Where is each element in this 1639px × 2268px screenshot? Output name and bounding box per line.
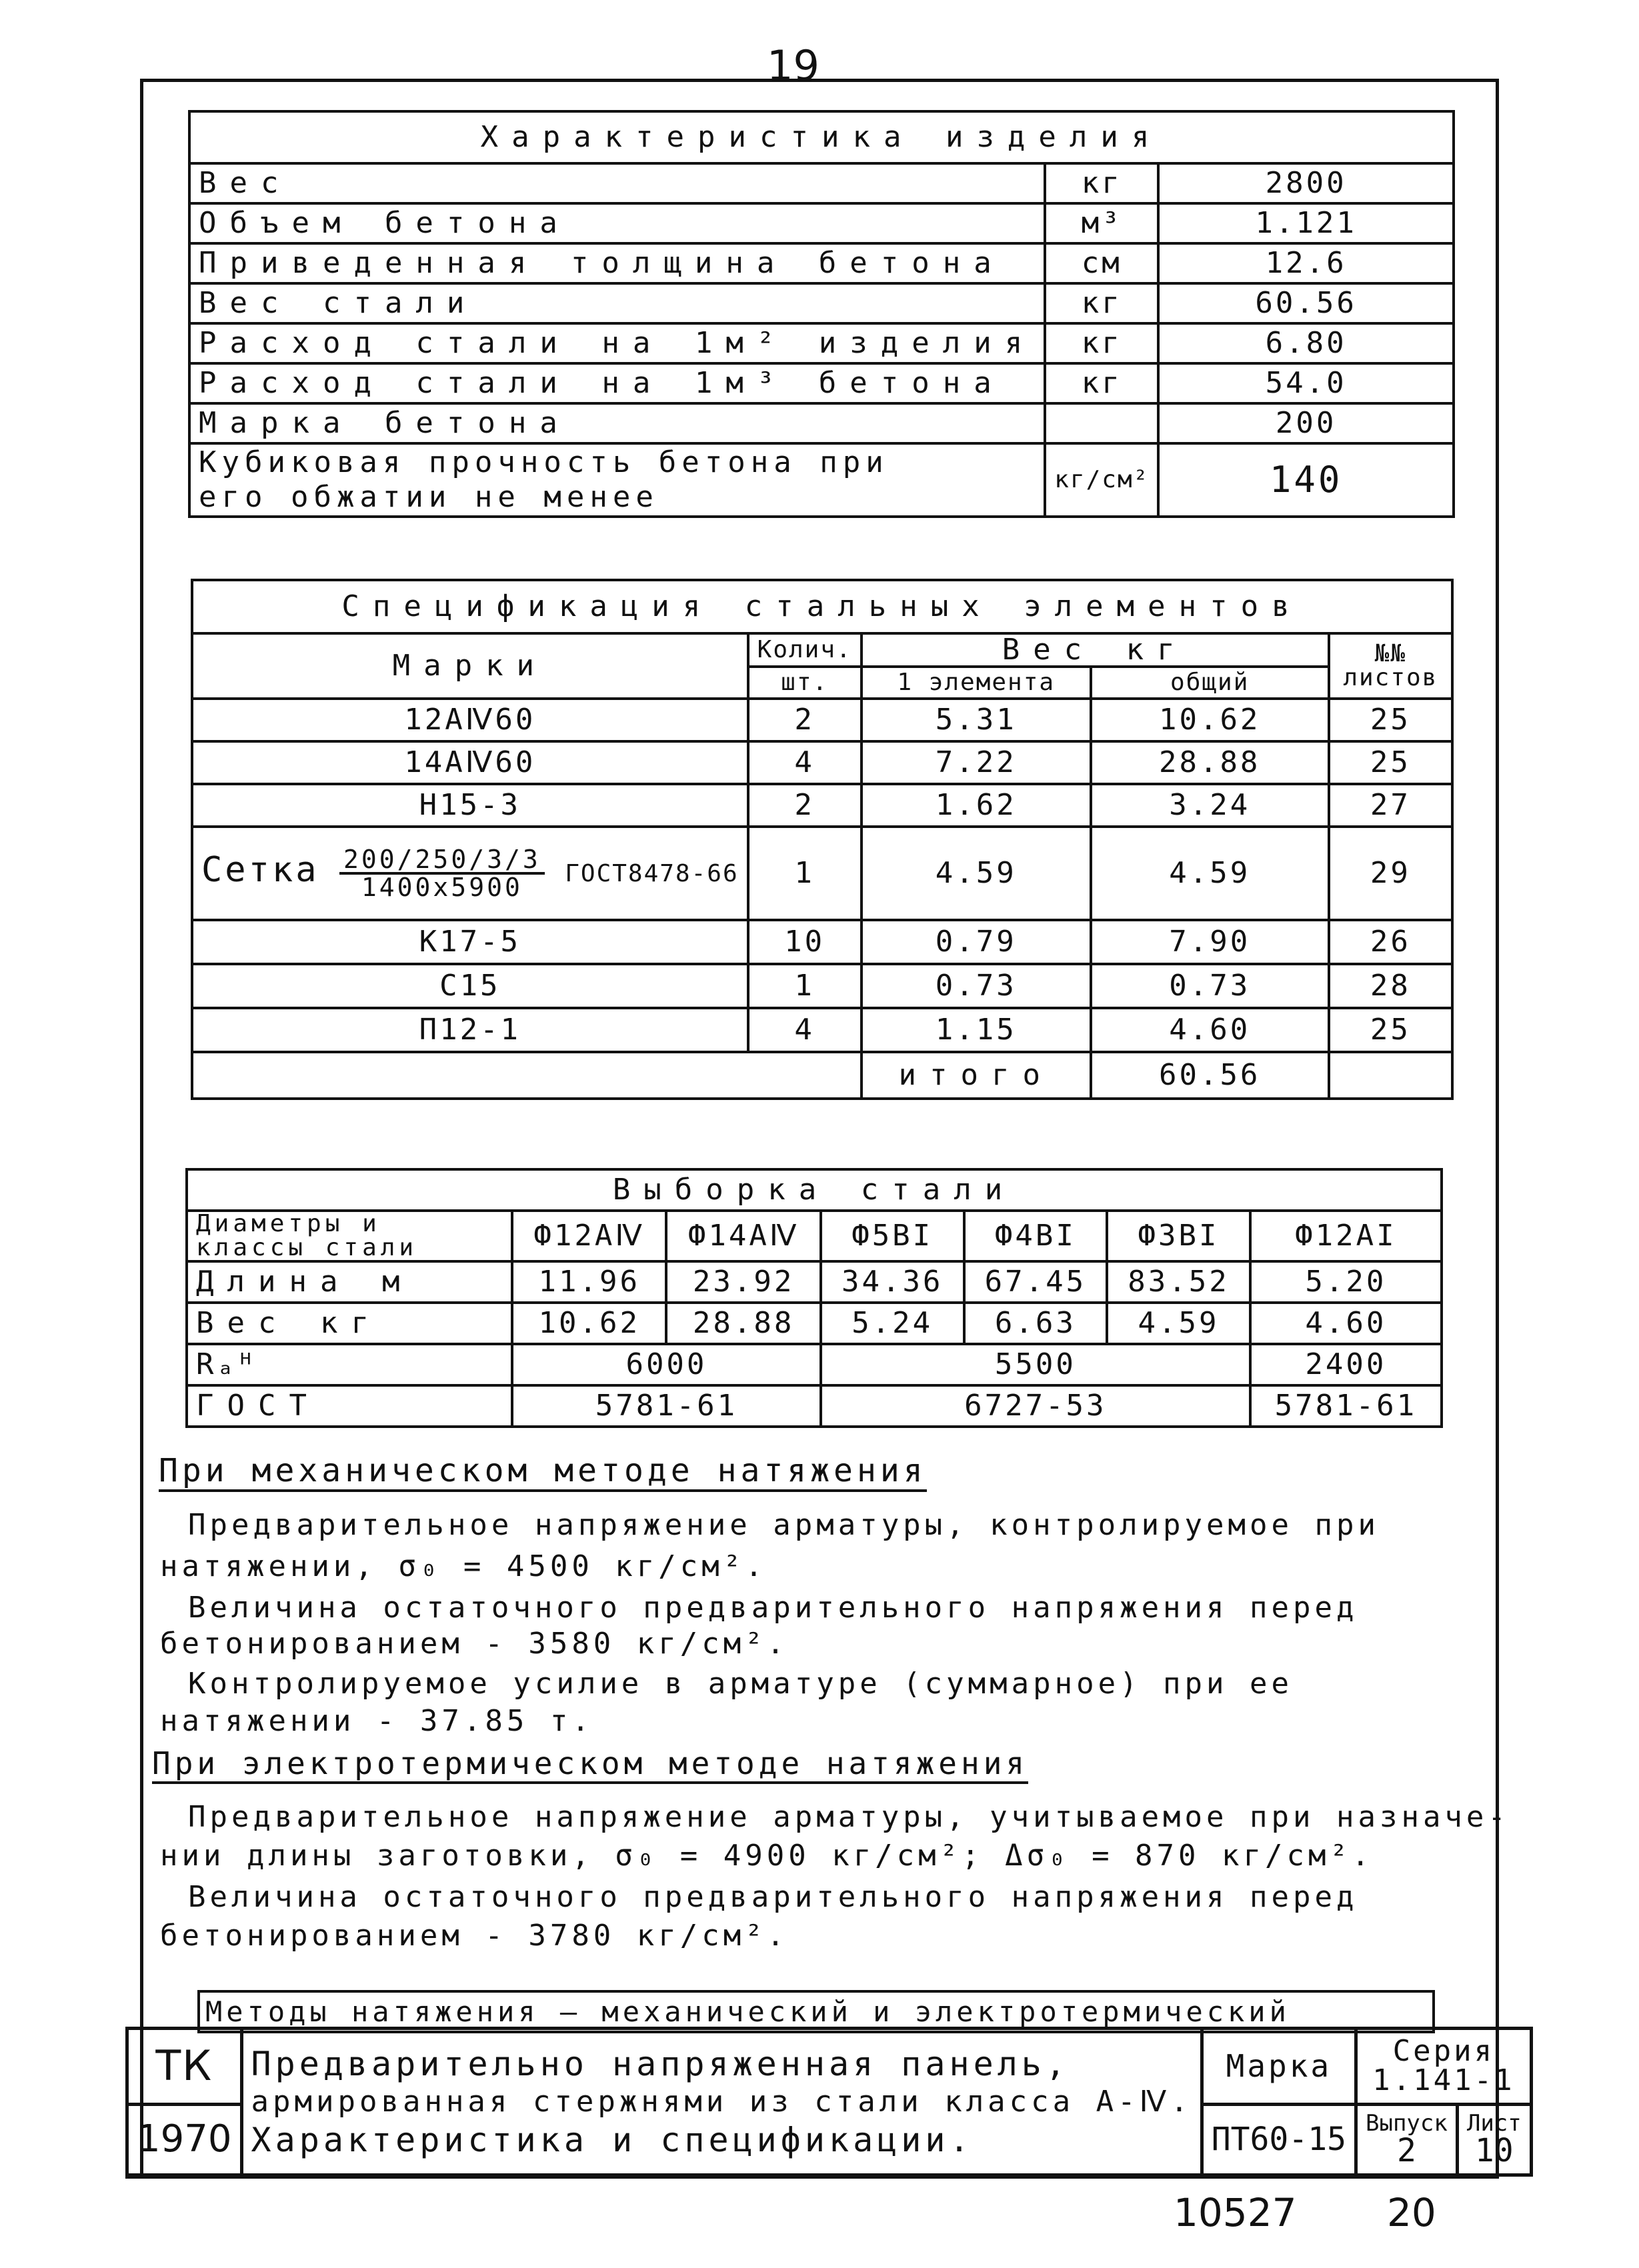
specification-title: Спецификация стальных элементов — [192, 580, 1452, 633]
org-code: ТК — [127, 2029, 242, 2105]
table-row: Вес кг 10.62 28.88 5.24 6.63 4.59 4.60 — [187, 1303, 1442, 1344]
sheet-cell: Лист 10 — [1457, 2104, 1531, 2175]
page-number: 19 — [767, 41, 820, 90]
table-row: Сетка $\frac{200/250/3/3}{1400x5900}$ ГОСТ8478-66 1 4.59 4.59 29 — [192, 827, 1452, 920]
table-row: 12AⅣ60 2 5.31 10.62 25 — [192, 699, 1452, 741]
total-label: итого — [862, 1052, 1091, 1099]
electro-heading: При электротермическом методе натяжения — [152, 1745, 1028, 1784]
characteristics-title: Характеристика изделия — [189, 111, 1454, 163]
archive-number: 10527 — [1174, 2190, 1297, 2235]
table-row: ГОСТ 5781-61 6727-53 5781-61 — [187, 1385, 1442, 1427]
footer-page-number: 20 — [1387, 2190, 1436, 2235]
methods-note: Методы натяжения — механический и электротермический — [197, 1990, 1435, 2033]
table-row: Rₐᴴ 6000 5500 2400 — [187, 1344, 1442, 1385]
issue-cell: Выпуск 2 — [1356, 2104, 1458, 2175]
table-row: Марка бетона 200 — [189, 403, 1454, 443]
table-row: Кубиковая прочность бетона при его обжатии не менее кг/см² 140 — [189, 443, 1454, 517]
marka-value: ПТ60-15 — [1202, 2104, 1356, 2175]
specification-table: Спецификация стальных элементов Марки Колич. Вес кг №№ листов шт. 1 элемента общий 12AⅣ60 2 5.31 10.62 25 14AⅣ60 4 7.22 28.88 25 Н15-3 2 1.62 3.24 27 Сетка $\frac{200/250/3/3}{1400x5900}$ ГОСТ8478-66 1 4.59 4.59 29 К17-5 10 0.79 7.90 26 С15 1 0.73 0.73 28 П12-1 4 1.15 4.60 25 итого 60.56 — [191, 579, 1454, 1100]
steel-selection-title: Выборка стали — [187, 1169, 1442, 1211]
drawing-title: Предварительно напряженная панель, армированная стержнями из стали класса А-Ⅳ. Характеристика и спецификации. — [241, 2029, 1202, 2175]
table-row: Расход стали на 1м² изделия кг 6.80 — [189, 323, 1454, 363]
table-row: Объем бетона м³ 1.121 — [189, 203, 1454, 243]
mechanical-heading: При механическом методе натяжения — [159, 1452, 927, 1492]
table-row: Вес кг 2800 — [189, 163, 1454, 203]
table-row: Длина м 11.96 23.92 34.36 67.45 83.52 5.20 — [187, 1261, 1442, 1303]
year: 1970 — [127, 2104, 242, 2175]
table-row: Расход стали на 1м³ бетона кг 54.0 — [189, 363, 1454, 403]
steel-selection-table: Выборка стали Диаметры и классы стали Ф12AⅣ Ф14AⅣ Ф5BI Ф4BI Ф3BI Ф12AI Длина м 11.96 23.92 34.36 67.45 83.52 5.20 Вес кг 10.62 28.88 5.24 6.63 4.59 4.60 Rₐᴴ 6000 5500 2400 ГОСТ 5781-61 6727-53 5781-61 — [185, 1168, 1443, 1428]
table-row: К17-5 10 0.79 7.90 26 — [192, 920, 1452, 964]
table-row: Приведенная толщина бетона см 12.6 — [189, 243, 1454, 283]
series-cell: Серия 1.141-1 — [1356, 2029, 1532, 2105]
table-row: Вес стали кг 60.56 — [189, 283, 1454, 323]
total-value: 60.56 — [1091, 1052, 1329, 1099]
table-row: Н15-3 2 1.62 3.24 27 — [192, 784, 1452, 827]
title-block — [125, 2027, 1533, 2177]
table-row: 14AⅣ60 4 7.22 28.88 25 — [192, 741, 1452, 784]
table-row: С15 1 0.73 0.73 28 — [192, 964, 1452, 1008]
table-row — [192, 1052, 1452, 1099]
mesh-fraction: $\frac{200/250/3/3}{1400x5900}$ — [339, 847, 545, 900]
characteristics-table — [188, 110, 1455, 518]
marka-label: Марка — [1202, 2029, 1356, 2105]
table-row: П12-1 4 1.15 4.60 25 — [192, 1008, 1452, 1052]
